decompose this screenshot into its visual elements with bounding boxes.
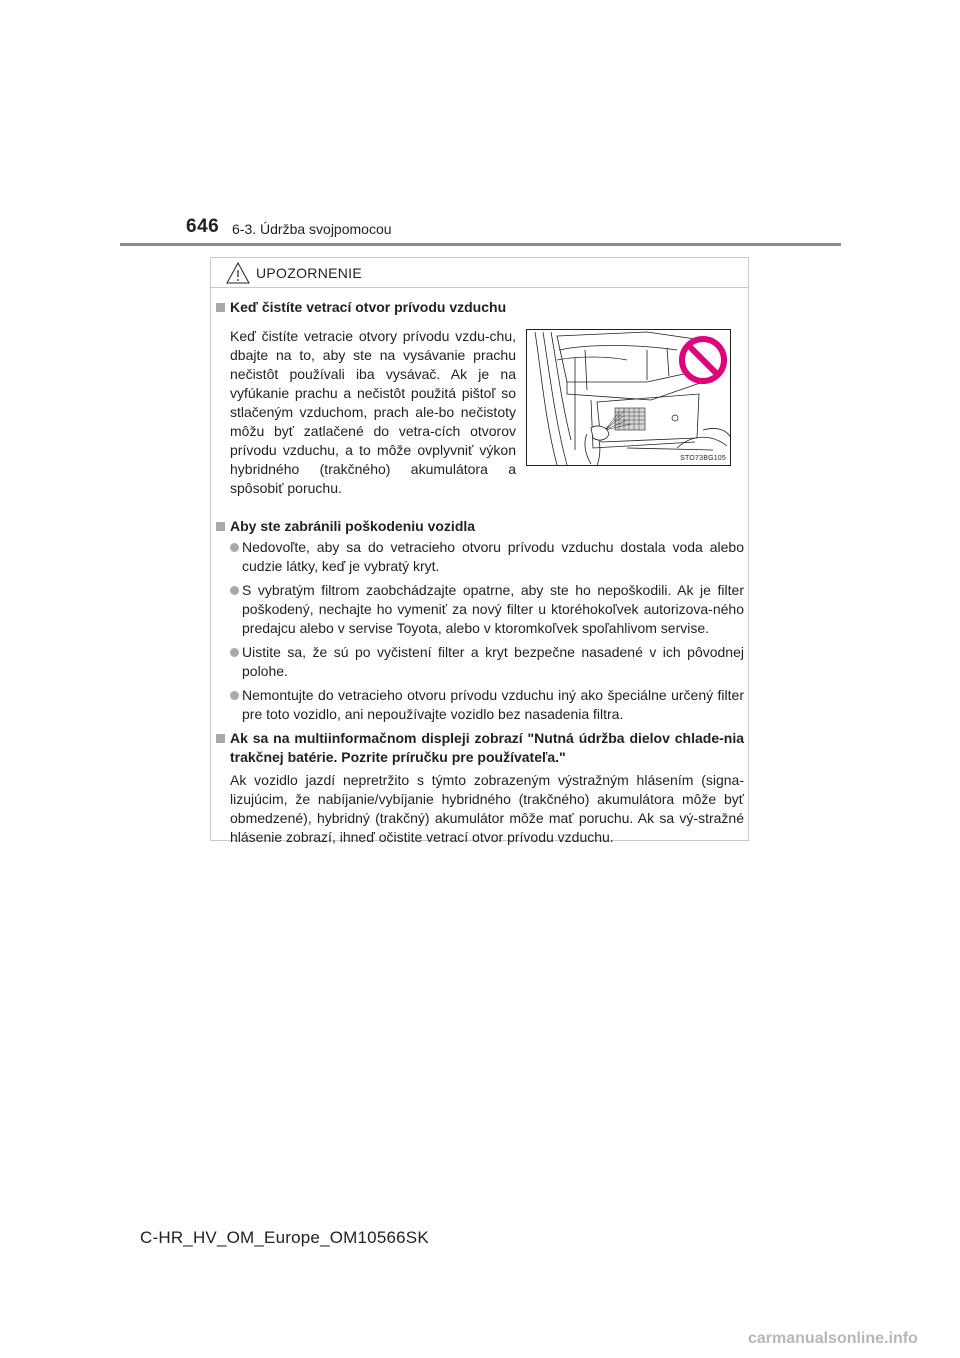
square-bullet-icon [216,522,225,531]
display-message-text: Ak vozidlo jazdí nepretržito s týmto zobrazeným výstražným hlásením (signa-lizujúcim, že nabíjanie/vybíjanie hybridného (trakčného) akumulátora môže byť obmedzené), hybridný (trakčný) akumulátor môže mať poruchu. Ak sa vý-stražné hlásenie zobrazí, ihneď očistite vetrací otvor prívodu vzduchu. [230,772,744,845]
list-item: Nemontujte do vetracieho otvoru prívodu vzduchu iný ako špeciálne určený filter pre toto vozidlo, ani nepoužívajte vozidlo bez nasadenia filtra. [230,686,744,724]
round-bullet-icon [230,691,239,700]
watermark: carmanualsonline.info [748,1330,918,1347]
round-bullet-icon [230,543,239,552]
list-item: Nedovoľte, aby sa do vetracieho otvoru prívodu vzduchu dostala voda alebo cudzie látky, keď je vybratý kryt. [230,538,744,576]
bullet-list [230,538,744,724]
footer-code: C-HR_HV_OM_Europe_OM10566SK [140,1228,429,1247]
round-bullet-icon [230,648,239,657]
section-heading-cleaning: Keď čistíte vetrací otvor prívodu vzduchu [216,298,744,317]
warning-header [211,258,748,288]
list-item: S vybratým filtrom zaobchádzajte opatrne, aby ste ho nepoškodili. Ak je filter poškodený, nechajte ho vymeniť za nový filter u ktoréhokoľvek autorizova-ného predajcu alebo v servise Toyota, alebo v ktoromkoľvek spoľahlivom servise. [230,581,744,638]
square-bullet-icon [216,734,225,743]
intro-block [216,327,744,517]
figure-code: STO73BG105 [680,455,726,462]
prohibited-vacuum-figure [526,329,731,466]
section-heading-display-message: Ak sa na multiinformačnom displeji zobrazí "Nutná údržba dielov chlade-nia trakčnej batérie. Pozrite príručku pre používateľa." [216,729,744,767]
warning-triangle-icon [226,262,250,284]
list-item: Uistite sa, že sú po vyčistení filter a kryt bezpečne nasadené v ich pôvodnej polohe. [230,643,744,681]
header-rule [120,243,841,246]
section-title: 6-3. Údržba svojpomocou [232,221,392,237]
intro-text: Keď čistíte vetracie otvory prívodu vzdu-chu, dbajte na to, aby ste na vysávanie prachu nečistôt používali iba vysávač. Ak je na vyfúkanie prachu a nečistôt použitá pištoľ so stlačeným vzduchom, prach ale-bo nečistoty môžu byť zatlačené do vetra-cích otvorov prívodu vzduchu, a to môže ovplyvniť výkon hybridného (trakčného) akumulátora a spôsobiť poruchu. [230,328,516,496]
page-number: 646 [186,216,220,237]
square-bullet-icon [216,303,225,312]
prohibition-icon [677,334,729,386]
round-bullet-icon [230,586,239,595]
section-heading-prevent-damage: Aby ste zabránili poškodeniu vozidla [216,517,744,536]
warning-label: UPOZORNENIE [256,265,362,281]
warning-content [216,298,744,847]
